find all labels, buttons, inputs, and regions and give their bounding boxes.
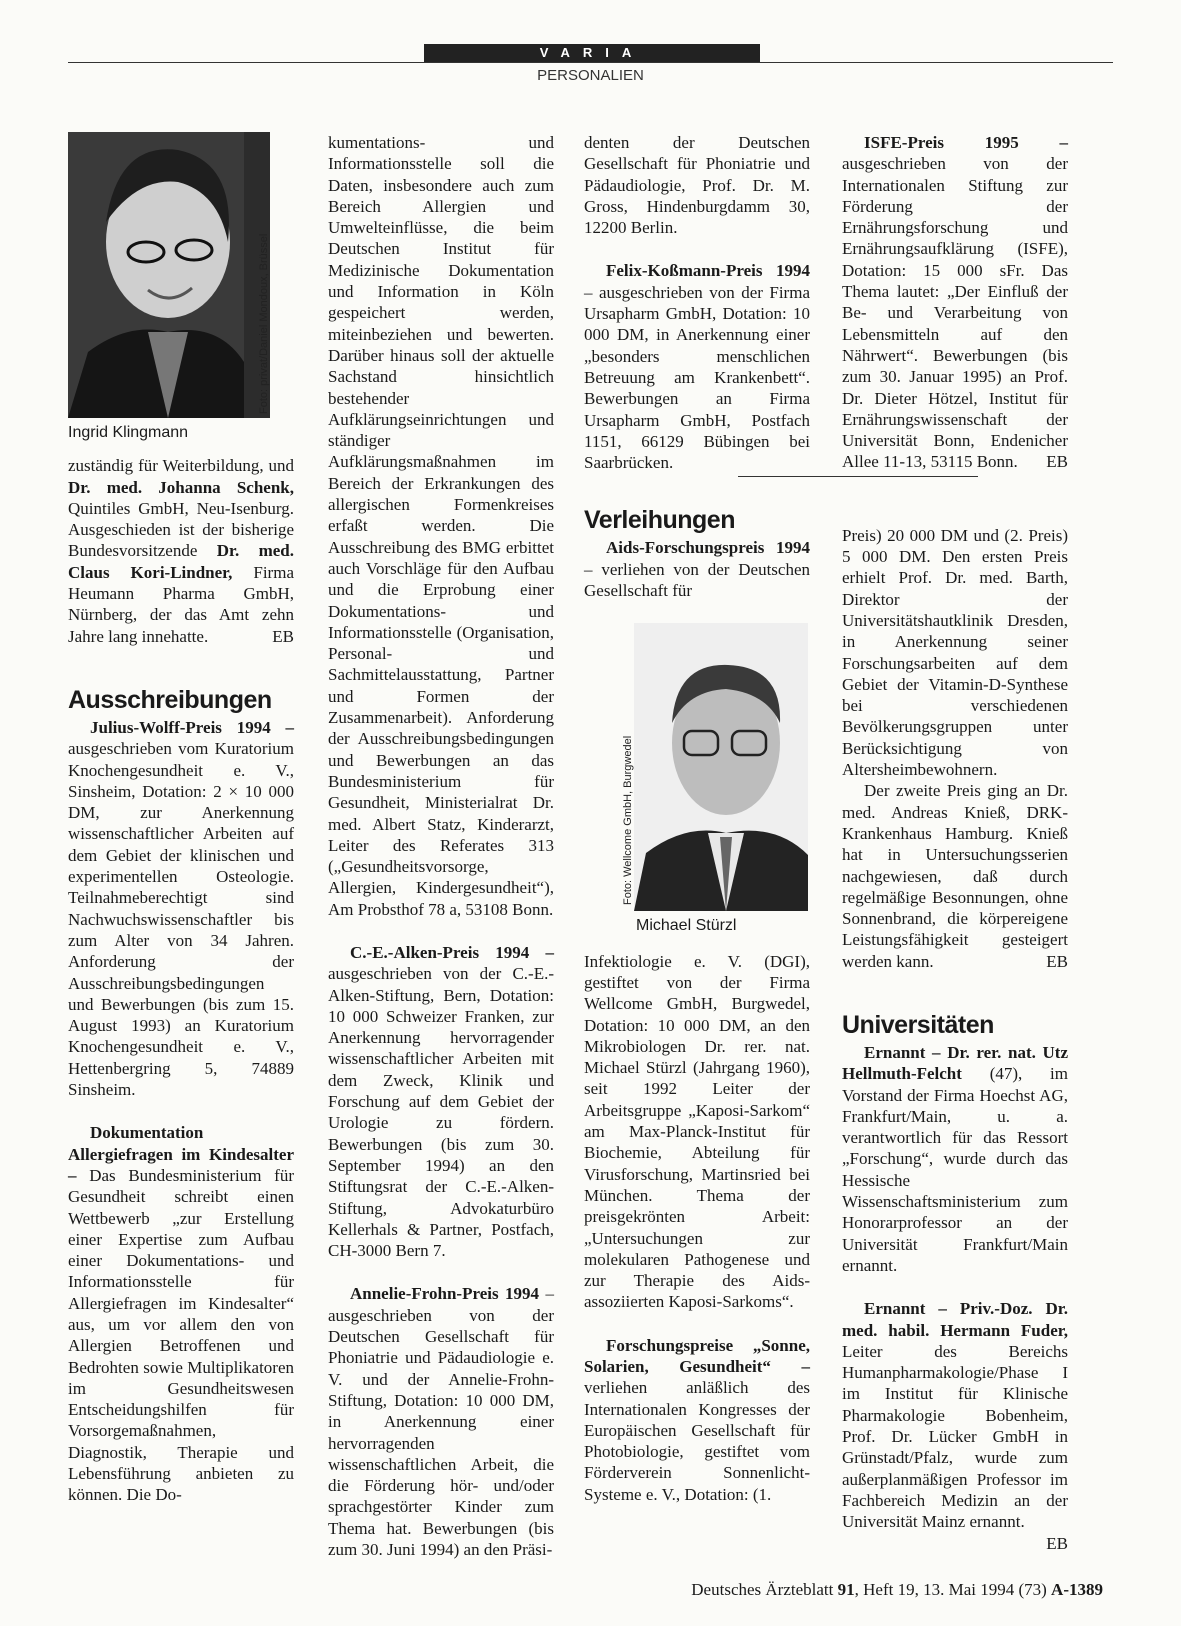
photo-credit: Foto: Wellcome GmbH, Burgwedel xyxy=(622,736,634,906)
section-heading: Ausschreibungen xyxy=(68,685,272,714)
paragraph: ISFE-Preis 1995 – ausgeschrieben von der Internationalen Stiftung zur Förderung der Ernährungsforschung und Ernährungsaufklärung (ISFE), Dotation: 15 000 sFr. Das Thema lautet: „Der Einfluß der Be- und Verarbeitung von Lebensmitteln auf den Nährwert“. Bewerbungen (bis zum 30. Januar 1995) an Prof. Dr. Dieter Hötzel, Institut für Ernährungswissenschaft der Universität Bonn, Endenicher Allee 11-13, 53115 Bonn. EB xyxy=(842,133,1068,472)
paragraph: Annelie-Frohn-Preis 1994 – ausgeschrieben von der Deutschen Gesellschaft für Phoniatrie und Pädaudiologie e. V. und der Annelie-Frohn-Stiftung, Dotation: 10 000 DM, in Anerkennung einer hervorragenden wissenschaftlichen Arbeit, die die Förderung hör- und/oder sprachgestörter Kinder zum Thema hat. Bewerbungen (bis zum 30. Juni 1994) an den Präsi- xyxy=(328,1284,554,1559)
paragraph: zuständig für Weiterbildung, und Dr. med. Johanna Schenk, Quintiles GmbH, Neu-Isenburg. Ausgeschieden ist der bisherige Bundesvorsitzende Dr. med. Claus Kori-Lindner, Firma Heumann Pharma GmbH, Nürnberg, der das Amt zehn Jahre lang innehatte. EB xyxy=(68,456,294,646)
page-number: A-1389 xyxy=(1051,1580,1103,1599)
column-4 xyxy=(842,132,1068,1554)
author-initials: EB xyxy=(1046,951,1068,971)
paragraph: Julius-Wolff-Preis 1994 – ausgeschrieben vom Kuratorium Knochengesundheit e. V., Sinsheim, Dotation: 2 × 10 000 DM, zur Anerkennung wissenschaftlicher Arbeiten auf dem Gebiet der klinischen und experimentellen Osteologie. Teilnahmeberechtigt sind Nachwuchswissenschaftler bis zum Alter von 34 Jahren. Anforderung der Ausschreibungsbedingungen und Bewerbungen (bis zum 15. August 1993) an Kuratorium Knochengesundheit e. V., Hettenbergring 5, 74889 Sinsheim. xyxy=(68,717,294,1100)
photo-credit: Foto: privat/Daniel Mondoux, Brüssel xyxy=(258,233,270,414)
paragraph: Ernannt – Priv.-Doz. Dr. med. habil. Hermann Fuder, Leiter des Bereichs Humanpharmakologie/Phase I im Institut für Klinische Pharmakologie Bobenheim, Prof. Dr. Lücker GmbH in Grünstadt/Pfalz, wurde zum außerplanmäßigen Professor im Fachbereich Medizin an der Universität Mainz ernannt. EB xyxy=(842,1299,1068,1553)
section-heading: Universitäten xyxy=(842,1010,994,1039)
paragraph: Felix-Koßmann-Preis 1994 – ausgeschrieben von der Firma Ursapharm GmbH, Dotation: 10 000 DM, in Anerkennung einer „besonders menschlichen Betreuung am Krankenbett“. Bewerbungen an Firma Ursapharm GmbH, Postfach 1151, 66129 Bübingen bei Saarbrücken. xyxy=(584,261,810,473)
paragraph: Infektiologie e. V. (DGI), gestiftet von der Firma Wellcome GmbH, Burgwedel, Dotation: 10 000 DM, an den Mikrobiologen Dr. rer. nat. Michael Stürzl (Jahrgang 1960), seit 1992 Leiter der Arbeitsgruppe „Kaposi-Sarkom“ am Max-Planck-Institut für Biochemie, Abteilung für Virusforschung, Martinsried bei München. Thema der preisgekrönten Arbeit: „Untersuchungen zur molekularen Pathogenese und zur Therapie des Aids-assoziierten Kaposi-Sarkoms“. xyxy=(584,951,810,1312)
photo-caption: Michael Stürzl xyxy=(636,917,737,935)
column-3 xyxy=(584,132,810,1505)
subsection-header: PERSONALIEN xyxy=(537,67,644,84)
author-initials: EB xyxy=(1046,452,1068,472)
column-2 xyxy=(328,132,554,1560)
paragraph: Ernannt – Dr. rer. nat. Utz Hellmuth-Felcht (47), im Vorstand der Firma Hoechst AG, Frankfurt/Main, u. a. verantwortlich für das Ressort „Forschung“, wurde durch das Hessische Wissenschaftsministerium zum Honorarprofessor an der Universität Frankfurt/Main ernannt. xyxy=(842,1042,1068,1275)
page-footer: Deutsches Ärzteblatt 91, Heft 19, 13. Mai 1994 (73) A-1389 xyxy=(691,1580,1103,1599)
paragraph: denten der Deutschen Gesellschaft für Phoniatrie und Pädaudiologie, Prof. Dr. M. Gross, Hindenburgdamm 30, 12200 Berlin. xyxy=(584,133,810,238)
portrait-image xyxy=(68,132,244,418)
top-rule xyxy=(68,62,1113,63)
author-initials: EB xyxy=(1046,1533,1068,1553)
paragraph: Forschungspreise „Sonne, Solarien, Gesundheit“ – verliehen anläßlich des Internationalen Kongresses der Europäischen Gesellschaft für Photobiologie, gestiftet vom Förderverein Sonnenlicht-Systeme e. V., Dotation: (1. xyxy=(584,1335,810,1504)
section-header: VARIA xyxy=(424,44,760,62)
portrait-photo-michael-stuerzl xyxy=(616,623,808,911)
author-initials: EB xyxy=(272,626,294,646)
paragraph: kumentations- und Informationsstelle soll die Daten, insbesondere auch zum Bereich Allergien und Umwelteinflüsse, die beim Deutschen Institut für Medizinische Dokumentation und Information in Köln gespeichert werden, miteinbeziehen und bewerten. Darüber hinaus soll der aktuelle Sachstand hinsichtlich bestehender Aufklärungseinrichtungen und ständiger Aufklärungsmaßnahmen im Bereich der Erkrankungen des allergischen Formenkreises erfaßt werden. Die Ausschreibung des BMG erbittet auch Vorschläge für den Aufbau und die Erprobung einer Dokumentations- und Informationsstelle (Organisation, Personal- und Sachmittelausstattung, Partner und Formen der Zusammenarbeit). Anforderung der Ausschreibungsbedingungen und Bewerbungen an das Bundesministerium für Gesundheit, Ministerialrat Dr. med. Albert Statz, Kinderarzt, Leiter des Referates 313 („Gesundheitsvorsorge, Allergien, Kindergesundheit“), Am Probsthof 78 a, 53108 Bonn. xyxy=(328,133,554,919)
paragraph: Dokumentation Allergiefragen im Kindesalter – Das Bundesministerium für Gesundheit schreibt einen Wettbewerb „zur Erstellung einer Expertise zum Aufbau einer Dokumentations- und Informationsstelle für Allergiefragen im Kindesalter“ aus, um vor allem den von Allergien Betroffenen und Bedrohten sowie Multiplikatoren im Gesundheitswesen Entscheidungshilfen für Vorsorgemaßnahmen, Diagnostik, Therapie und Lebensführung anbieten zu können. Die Do- xyxy=(68,1123,294,1505)
portrait-photo-ingrid-klingmann xyxy=(68,132,270,418)
column-1 xyxy=(68,132,294,1506)
paragraph: C.-E.-Alken-Preis 1994 – ausgeschrieben von der C.-E.-Alken-Stiftung, Bern, Dotation: 10 000 Schweizer Franken, zur Anerkennung hervorragender wissenschaftlicher Arbeiten mit dem Zweck, Klinik und Forschung auf dem Gebiet der Urologie zu fördern. Bewerbungen (bis zum 30. September 1994) an den Stiftungsrat der C.-E.-Alken-Stiftung, Advokaturbüro Kellerhals & Partner, Postfach, CH-3000 Bern 7. xyxy=(328,942,554,1261)
portrait-image xyxy=(616,623,808,911)
paragraph: Der zweite Preis ging an Dr. med. Andreas Knieß, DRK-Krankenhaus Hamburg. Knieß hat in Untersuchungsserien nachgewiesen, daß durch regelmäßige Besonnungen, ohne Sonnenbrand, die körpereigene Leistungsfähigkeit gesteigert werden kann. EB xyxy=(842,781,1068,971)
section-heading: Verleihungen xyxy=(584,506,735,535)
paragraph: Preis) 20 000 DM und (2. Preis) 5 000 DM. Den ersten Preis erhielt Prof. Dr. med. Barth, Direktor der Universitätshautklinik Dresden, in Anerkennung seiner Forschungsarbeiten auf dem Gebiet der Vitamin-D-Synthese bei verschiedenen Bevölkerungsgruppen unter Berücksichtigung von Altersheimbewohnern. xyxy=(842,525,1068,780)
photo-caption: Ingrid Klingmann xyxy=(68,424,189,441)
paragraph: Aids-Forschungspreis 1994 – verliehen von der Deutschen Gesellschaft für xyxy=(584,538,810,601)
